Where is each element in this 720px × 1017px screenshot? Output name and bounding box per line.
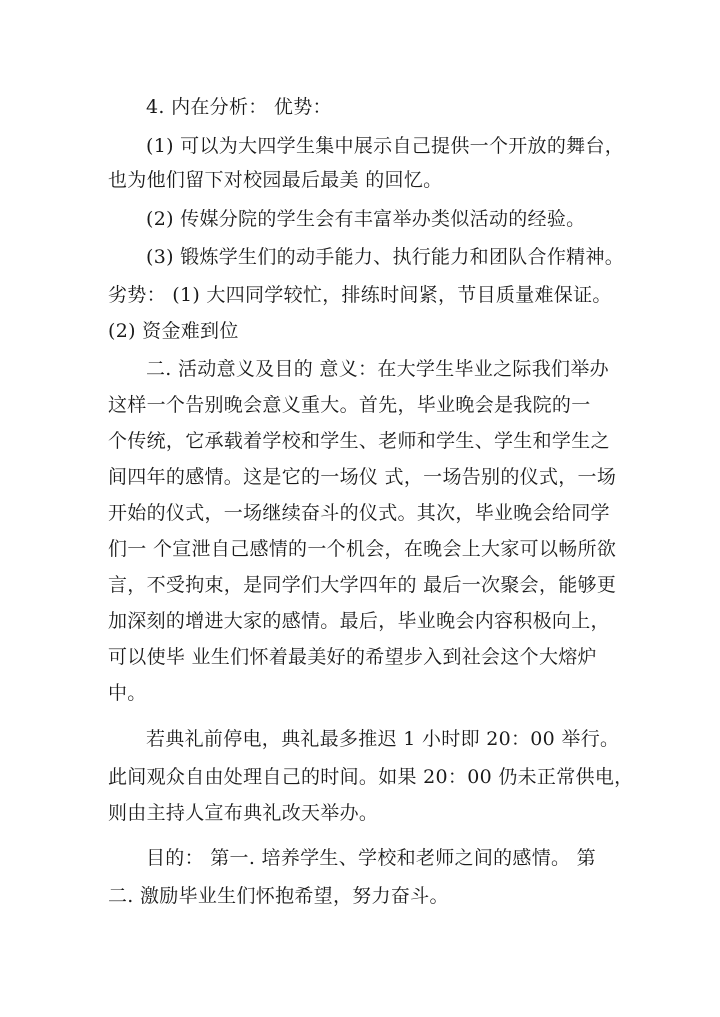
paragraph-line: 二. 激励毕业生们怀抱希望，努力奋斗。 (108, 885, 449, 907)
paragraph-line: 加深刻的增进大家的感情。最后，毕业晚会内容积极向上， (108, 610, 610, 632)
paragraph-line: 们一 个宣泄自己感情的一个机会，在晚会上大家可以畅所欲 (108, 538, 617, 560)
paragraph-line: (2) 传媒分院的学生会有丰富举办类似活动的经验。 (146, 208, 586, 230)
heading-significance: 二. 活动意义及目的 意义：在大学生毕业之际我们举办 (146, 358, 609, 380)
paragraph-line: 中。 (108, 682, 147, 704)
paragraph-line: 则由主持人宣布典礼改天举办。 (108, 802, 379, 824)
paragraph-line: (3) 锻炼学生们的动手能力、执行能力和团队合作精神。 (146, 246, 625, 268)
paragraph-line: 这样一个告别晚会意义重大。首先，毕业晚会是我院的一 (108, 394, 591, 416)
heading-internal-analysis: 4. 内在分析： 优势： (146, 96, 332, 118)
paragraph-line: (2) 资金难到位 (108, 320, 239, 342)
paragraph-line: 开始的仪式，一场继续奋斗的仪式。其次，毕业晚会给同学 (108, 502, 610, 524)
paragraph-line: 也为他们留下对校园最后最美 的回忆。 (108, 169, 443, 191)
paragraph-line: 间四年的感情。这是它的一场仪 式，一场告别的仪式，一场 (108, 466, 617, 488)
paragraph-line: 此间观众自由处理自己的时间。如果 20：00 仍未正常供电， (108, 766, 634, 788)
heading-purpose: 目的： 第一. 培养学生、学校和老师之间的感情。 第 (146, 847, 596, 869)
paragraph-line: 言，不受拘束，是同学们大学四年的 最后一次聚会，能够更 (108, 574, 617, 596)
paragraph-line: (1) 可以为大四学生集中展示自己提供一个开放的舞台， (146, 135, 625, 157)
paragraph-line: 劣势： (1) 大四同学较忙，排练时间紧，节目质量难保证。 (108, 284, 612, 306)
paragraph-line: 可以使毕 业生们怀着最美好的希望步入到社会这个大熔炉 (108, 646, 597, 668)
paragraph-line: 个传统，它承载着学校和学生、老师和学生、学生和学生之 (108, 430, 610, 452)
paragraph-line: 若典礼前停电，典礼最多推迟 1 小时即 20：00 举行。 (146, 728, 620, 750)
